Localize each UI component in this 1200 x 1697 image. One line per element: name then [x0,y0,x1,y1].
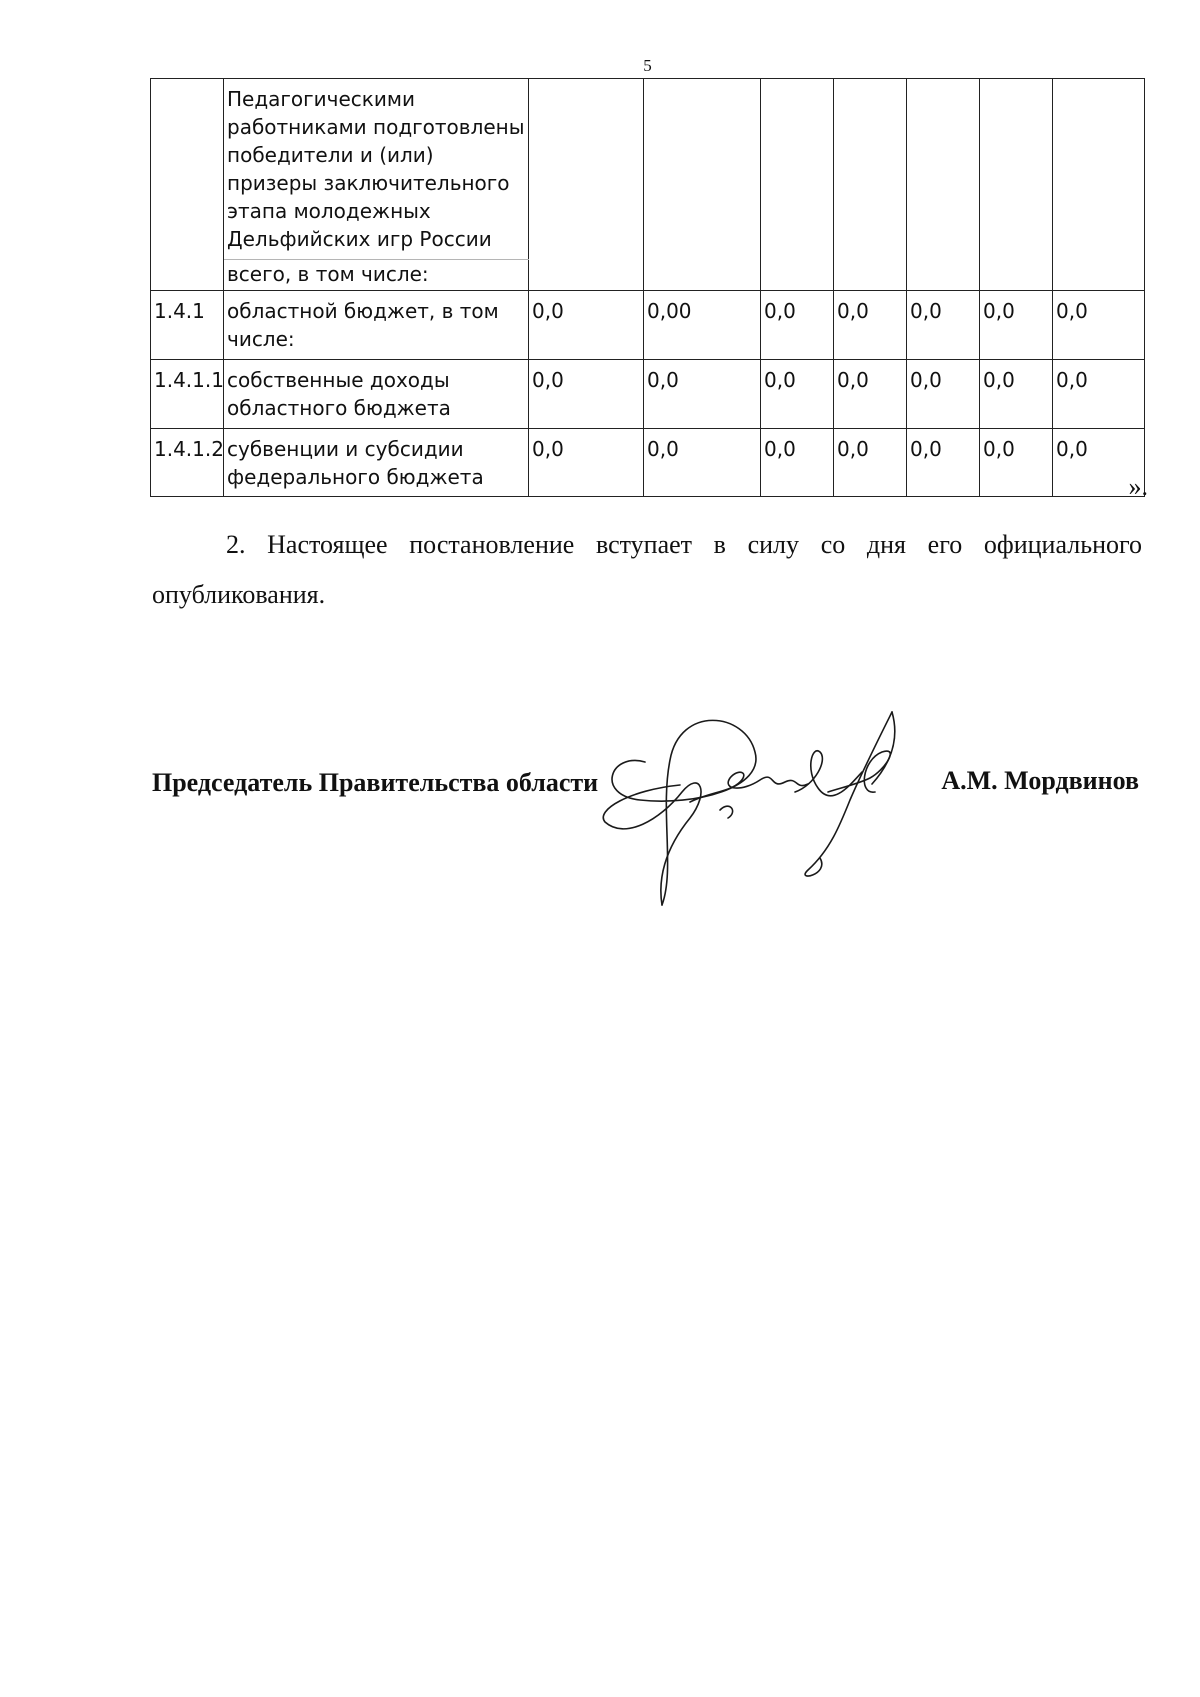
table-header-text: Педагогическими работниками подготовлены победители и (или) призеры заключительного этапа молодежных Дельфийских игр России [224,79,529,260]
table-row [151,360,1145,429]
row-value: 0,0 [907,429,980,497]
row-label: областной бюджет, в том числе: [224,291,529,360]
table-cell-empty [761,79,834,291]
table-row [151,291,1145,360]
row-value: 0,0 [761,360,834,429]
effective-date-paragraph: 2. Настоящее постановление вступает в силу со дня его официального опубликования. [152,530,1142,609]
table-row [151,429,1145,497]
row-code: 1.4.1.1 [151,360,224,429]
signatory-title: Председатель Правительства области [152,768,599,797]
table-cell-empty [151,79,224,291]
table-cell-empty [980,79,1053,291]
row-value: 0,0 [980,360,1053,429]
table-cell-empty [907,79,980,291]
row-value: 0,0 [529,360,644,429]
row-value: 0,0 [1053,429,1145,497]
row-value: 0,0 [1053,291,1145,360]
row-value: 0,0 [644,429,761,497]
closing-quote: ». [1128,472,1148,501]
row-value: 0,0 [980,291,1053,360]
table-cell-empty [1053,79,1145,291]
handwritten-signature [600,700,960,910]
row-value: 0,0 [907,291,980,360]
row-value: 0,0 [834,429,907,497]
row-value: 0,00 [644,291,761,360]
signatory-name: А.М. Мордвинов [941,766,1139,795]
row-code: 1.4.1 [151,291,224,360]
row-value: 0,0 [1053,360,1145,429]
row-label: субвенции и субсидии федерального бюджета [224,429,529,497]
budget-table [150,78,1145,497]
page-number: 5 [643,56,652,75]
table-cell-empty [834,79,907,291]
table-cell-empty [529,79,644,291]
row-value: 0,0 [761,429,834,497]
table-header-row [151,79,1145,260]
row-value: 0,0 [529,291,644,360]
row-value: 0,0 [761,291,834,360]
table-cell-empty [644,79,761,291]
row-value: 0,0 [644,360,761,429]
row-label: собственные доходы областного бюджета [224,360,529,429]
table-subheader: всего, в том числе: [224,260,529,291]
row-value: 0,0 [834,291,907,360]
row-value: 0,0 [980,429,1053,497]
row-value: 0,0 [529,429,644,497]
row-code: 1.4.1.2 [151,429,224,497]
row-value: 0,0 [834,360,907,429]
row-value: 0,0 [907,360,980,429]
